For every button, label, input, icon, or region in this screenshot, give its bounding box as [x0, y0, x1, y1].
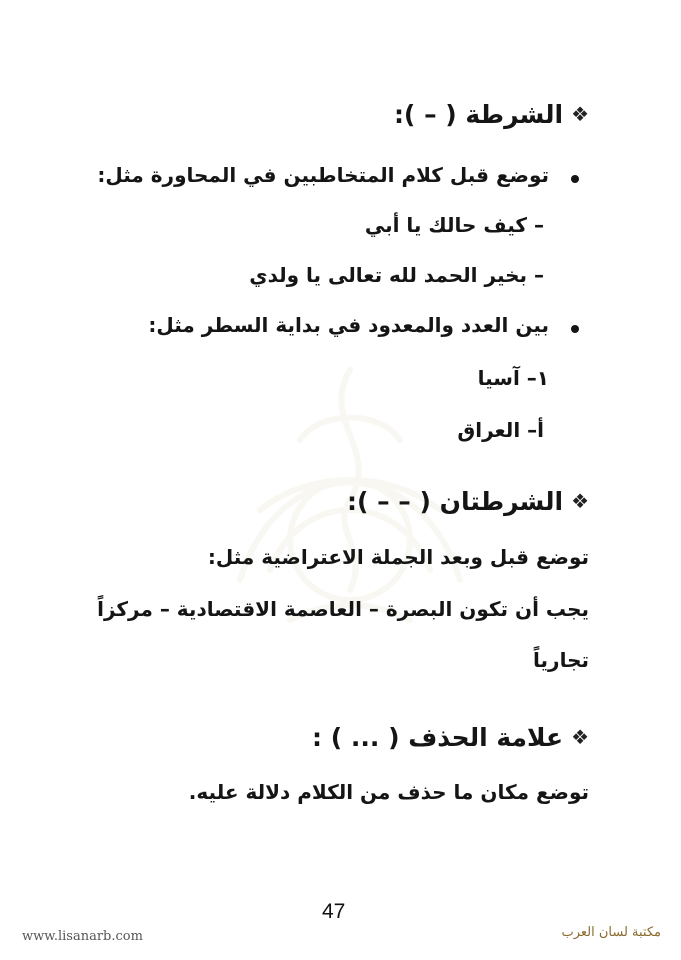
section-heading-double-dash: ❖الشرطتان ( – – ): [346, 487, 589, 516]
four-diamond-bullet-icon: ❖ [571, 725, 589, 749]
double-dash-usage: توضع قبل وبعد الجملة الاعتراضية مثل: [207, 545, 589, 569]
section-heading-ellipsis: ❖علامة الحذف ( ... ) : [312, 723, 589, 752]
ellipsis-usage: توضع مكان ما حذف من الكلام دلالة عليه. [188, 780, 589, 804]
four-diamond-bullet-icon: ❖ [571, 102, 589, 126]
publisher-logo: مكتبة لسان العرب [561, 925, 661, 940]
four-diamond-bullet-icon: ❖ [571, 489, 589, 513]
bullet-icon [571, 175, 579, 183]
dash-example-3: ١– آسيا [477, 366, 549, 390]
page-number: 47 [322, 900, 346, 923]
double-dash-example-line1: يجب أن تكون البصرة – العاصمة الاقتصادية – مركزاً [97, 597, 589, 621]
dash-example-2: – بخير الحمد لله تعالى يا ولدي [249, 263, 544, 287]
website-url: www.lisanarb.com [22, 929, 143, 944]
dash-usage-2: بين العدد والمعدود في بداية السطر مثل: [148, 313, 549, 337]
dash-example-4: أ– العراق [457, 418, 544, 442]
section-heading-dash: ❖الشرطة ( – ): [393, 100, 589, 129]
dash-example-1: – كيف حالك يا أبي [364, 213, 544, 237]
dash-usage-1: توضع قبل كلام المتخاطبين في المحاورة مثل: [97, 163, 549, 187]
bullet-icon [571, 325, 579, 333]
double-dash-example-line2: تجارياً [533, 648, 589, 672]
